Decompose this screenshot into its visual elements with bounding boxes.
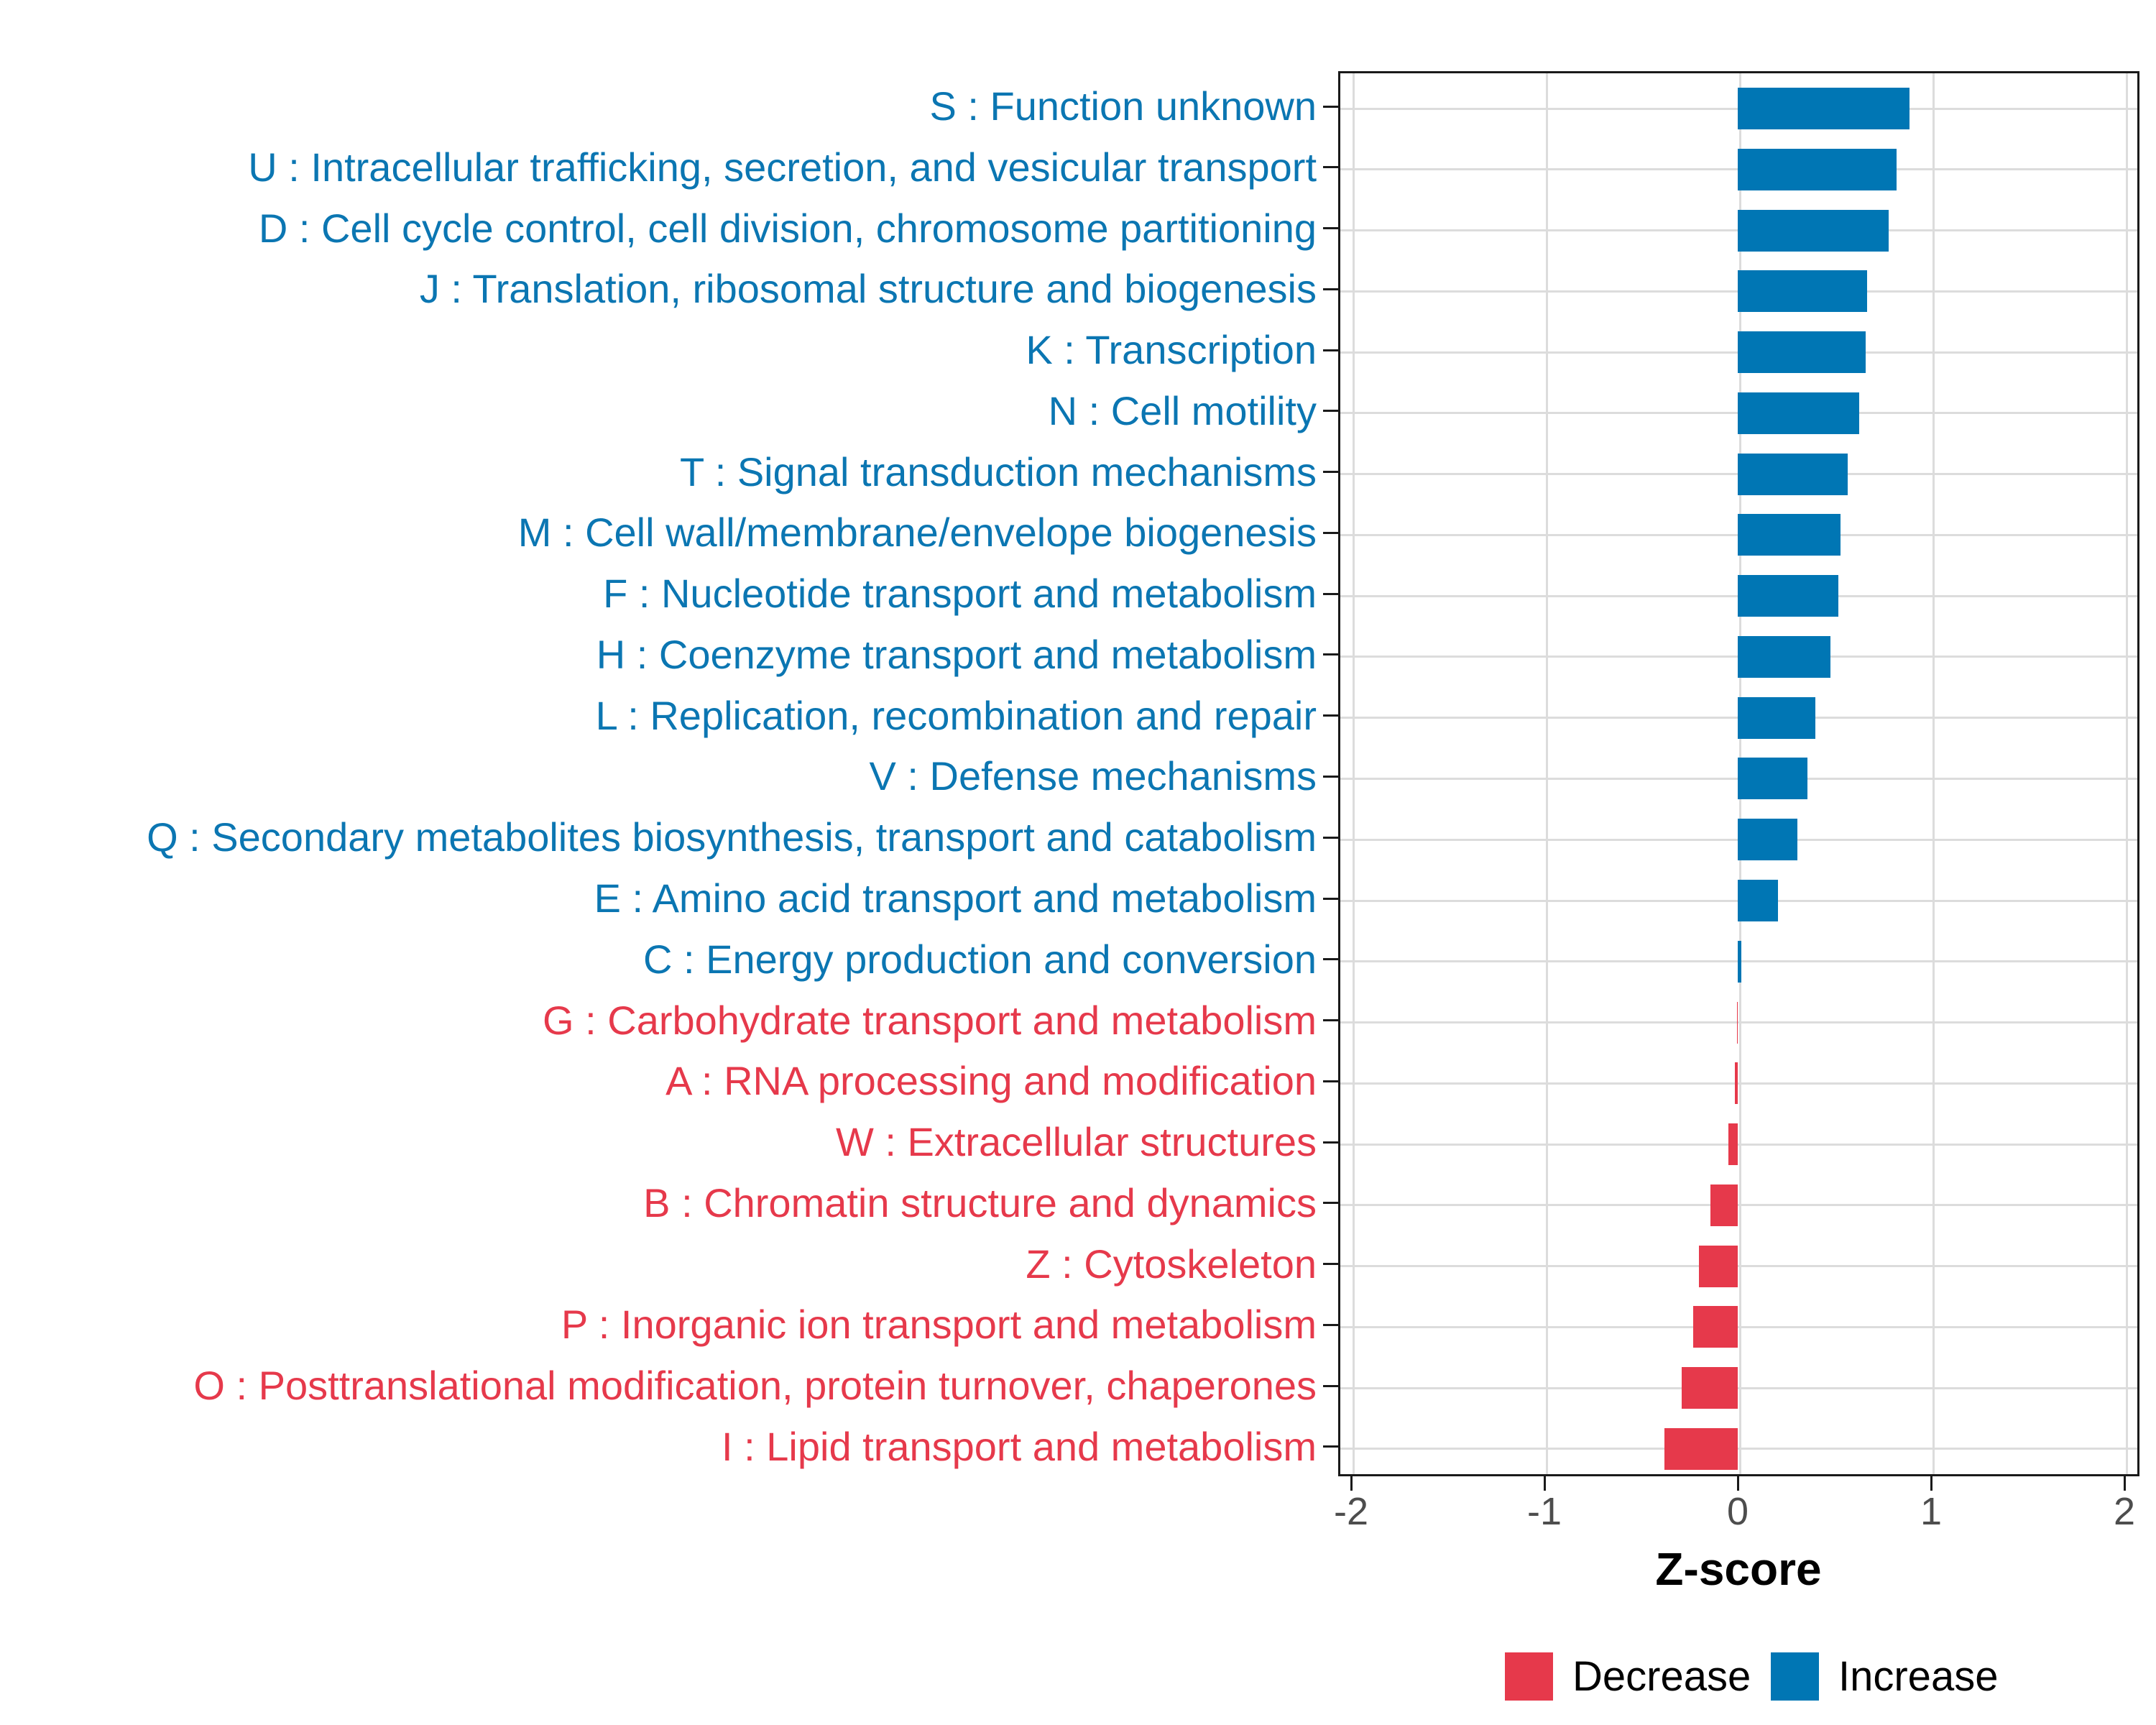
category-label: B : Chromatin structure and dynamics [643, 1179, 1317, 1225]
y-axis-tick [1323, 1445, 1338, 1448]
category-label: K : Transcription [1026, 327, 1317, 373]
y-axis-tick [1323, 898, 1338, 900]
category-label: M : Cell wall/membrane/envelope biogenesis [517, 510, 1317, 556]
bar-s [1738, 88, 1909, 129]
vertical-gridline [2126, 73, 2128, 1474]
horizontal-gridline [1340, 1326, 2137, 1328]
horizontal-gridline [1340, 1387, 2137, 1389]
y-axis-tick [1323, 410, 1338, 412]
bar-a [1735, 1062, 1738, 1104]
y-axis-tick [1323, 349, 1338, 351]
bar-q [1738, 819, 1797, 860]
y-axis-tick [1323, 1141, 1338, 1144]
bar-d [1738, 210, 1889, 252]
y-axis-tick [1323, 837, 1338, 839]
category-label: E : Amino acid transport and metabolism [594, 875, 1317, 921]
category-label: F : Nucleotide transport and metabolism [603, 571, 1317, 617]
horizontal-gridline [1340, 1144, 2137, 1146]
x-axis-tick [1544, 1476, 1546, 1491]
y-axis-tick [1323, 714, 1338, 717]
x-axis-tick-label: -1 [1526, 1490, 1562, 1533]
plot-panel [1338, 71, 2139, 1476]
category-label: N : Cell motility [1048, 387, 1317, 433]
bar-t [1738, 454, 1848, 495]
bar-n [1738, 392, 1859, 434]
bar-i [1664, 1428, 1738, 1470]
y-axis-tick [1323, 1080, 1338, 1082]
horizontal-gridline [1340, 1265, 2137, 1267]
category-label: P : Inorganic ion transport and metabolism [561, 1302, 1317, 1348]
y-axis-tick [1323, 1263, 1338, 1265]
vertical-gridline [1353, 73, 1355, 1474]
legend-swatch-increase [1771, 1652, 1819, 1701]
y-axis-tick [1323, 288, 1338, 290]
bar-h [1738, 636, 1830, 678]
x-axis-tick-label: 1 [1920, 1490, 1943, 1533]
category-label: U : Intracellular trafficking, secretion, and vesicular transport [248, 144, 1317, 190]
horizontal-gridline [1340, 1082, 2137, 1085]
y-axis-tick [1323, 776, 1338, 778]
category-label: C : Energy production and conversion [643, 936, 1317, 982]
bar-o [1682, 1367, 1738, 1409]
y-axis-tick [1323, 166, 1338, 168]
category-label: A : RNA processing and modification [665, 1058, 1317, 1104]
category-label: Z : Cytoskeleton [1026, 1241, 1317, 1287]
category-label: T : Signal transduction mechanisms [679, 448, 1317, 494]
category-label: O : Posttranslational modification, protein turnover, chaperones [193, 1363, 1317, 1409]
x-axis-tick [2124, 1476, 2126, 1491]
y-axis-tick [1323, 106, 1338, 108]
x-axis-tick-label: -2 [1333, 1490, 1368, 1533]
category-label: G : Carbohydrate transport and metabolism [543, 997, 1317, 1043]
y-axis-tick [1323, 653, 1338, 656]
bar-m [1738, 514, 1841, 556]
x-axis-tick-label: 0 [1726, 1490, 1749, 1533]
bar-p [1693, 1306, 1738, 1348]
horizontal-gridline [1340, 1204, 2137, 1206]
y-axis-tick [1323, 1385, 1338, 1387]
legend-label-decrease: Decrease [1572, 1653, 1751, 1700]
bar-f [1738, 575, 1838, 617]
category-label: Q : Secondary metabolites biosynthesis, transport and catabolism [147, 814, 1317, 860]
x-axis-tick [1737, 1476, 1739, 1491]
horizontal-gridline [1340, 1021, 2137, 1024]
y-axis-tick [1323, 227, 1338, 229]
y-axis-tick [1323, 1324, 1338, 1326]
bar-z [1699, 1246, 1738, 1287]
horizontal-gridline [1340, 1448, 2137, 1450]
category-label: I : Lipid transport and metabolism [722, 1423, 1317, 1469]
legend-swatch-decrease [1505, 1652, 1553, 1701]
y-axis-tick [1323, 1019, 1338, 1021]
category-label: S : Function unknown [929, 83, 1317, 129]
vertical-gridline [1546, 73, 1548, 1474]
x-axis-tick-label: 2 [2113, 1490, 2136, 1533]
category-label: J : Translation, ribosomal structure and biogenesis [419, 266, 1317, 312]
y-axis-tick [1323, 1202, 1338, 1204]
category-label: V : Defense mechanisms [869, 753, 1317, 799]
bar-v [1738, 758, 1807, 799]
legend-label-increase: Increase [1838, 1653, 1999, 1700]
x-axis-tick [1350, 1476, 1353, 1491]
bar-c [1738, 941, 1741, 983]
x-axis-title: Z-score [1655, 1543, 1822, 1595]
bar-e [1738, 880, 1778, 921]
bar-l [1738, 697, 1815, 739]
bar-u [1738, 149, 1897, 190]
bar-k [1738, 331, 1866, 373]
y-axis-tick [1323, 532, 1338, 534]
category-label: L : Replication, recombination and repair [595, 692, 1317, 738]
category-label: W : Extracellular structures [835, 1119, 1317, 1165]
x-axis-tick [1930, 1476, 1932, 1491]
category-label: D : Cell cycle control, cell division, chromosome partitioning [258, 205, 1317, 251]
bar-j [1738, 270, 1867, 312]
y-axis-tick [1323, 471, 1338, 473]
bar-w [1728, 1123, 1738, 1165]
y-axis-tick [1323, 958, 1338, 960]
category-label: H : Coenzyme transport and metabolism [596, 631, 1317, 677]
bar-g [1737, 1002, 1738, 1044]
y-axis-tick [1323, 593, 1338, 595]
vertical-gridline [1932, 73, 1935, 1474]
bar-b [1710, 1184, 1738, 1226]
